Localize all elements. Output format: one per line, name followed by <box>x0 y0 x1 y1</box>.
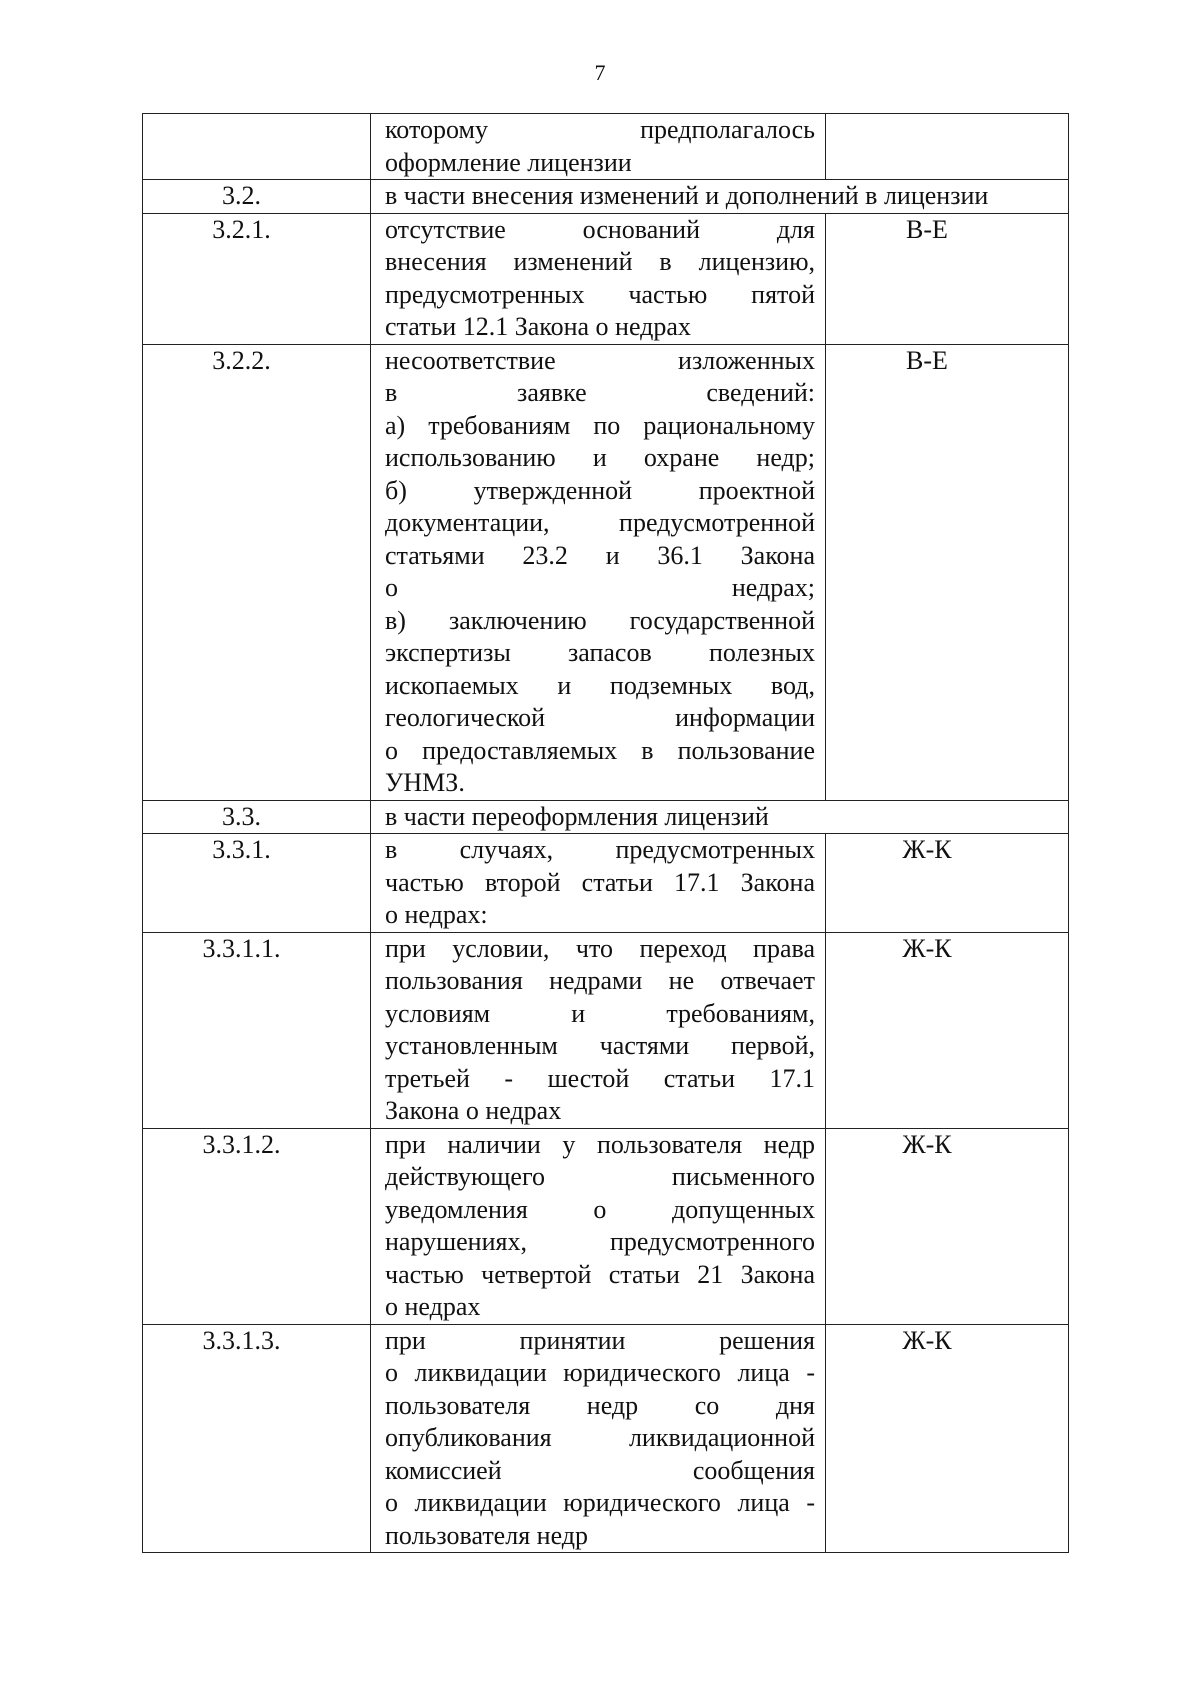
description-line: статьи 12.1 Закона о недрах <box>385 312 691 341</box>
table-row <box>143 1128 1069 1324</box>
item-number: 3.3.1.2. <box>143 1128 371 1324</box>
description-line: уведомления о допущенных <box>385 1194 815 1224</box>
table-row <box>143 932 1069 1128</box>
description-line: опубликования ликвидационной <box>385 1423 815 1452</box>
description-line: при наличии у пользователя недр <box>385 1129 815 1159</box>
ground-description <box>371 213 826 344</box>
item-number: 3.3. <box>143 800 371 834</box>
description-line: в) заключению государственной <box>385 605 815 635</box>
description-line: о недрах; <box>385 573 815 602</box>
table-row <box>143 114 1069 180</box>
description-line: в случаях, предусмотренных <box>385 835 815 864</box>
ground-description <box>371 932 826 1128</box>
description-line: пользования недрами не отвечает <box>385 966 815 995</box>
description-line: частью второй статьи 17.1 Закона <box>385 867 815 897</box>
table-row <box>143 1324 1069 1553</box>
measure-code: В-Е <box>826 213 1069 344</box>
ground-description <box>371 344 826 800</box>
ground-description <box>371 114 826 180</box>
description-line: предусмотренных частью пятой <box>385 279 815 309</box>
description-line: использованию и охране недр; <box>385 443 815 472</box>
measure-code: Ж-К <box>826 1128 1069 1324</box>
description-line: действующего письменного <box>385 1162 815 1191</box>
table-row <box>143 344 1069 800</box>
measure-code: Ж-К <box>826 932 1069 1128</box>
description-line: экспертизы запасов полезных <box>385 638 815 667</box>
description-line: условиям и требованиям, <box>385 998 815 1028</box>
item-number: 3.3.1. <box>143 834 371 933</box>
page-number: 7 <box>594 60 606 85</box>
item-number: 3.3.1.3. <box>143 1324 371 1553</box>
description-line: нарушениях, предусмотренного <box>385 1227 815 1256</box>
description-line: внесения изменений в лицензию, <box>385 247 815 276</box>
description-line: документации, предусмотренной <box>385 508 815 537</box>
description-line: в заявке сведений: <box>385 378 815 407</box>
description-line: ископаемых и подземных вод, <box>385 670 815 700</box>
description-line: геологической информации <box>385 703 815 732</box>
description-line: б) утвержденной проектной <box>385 475 815 505</box>
description-line: УНМЗ. <box>385 768 465 797</box>
description-line: при принятии решения <box>385 1325 815 1355</box>
description-line: пользователя недр <box>385 1520 588 1550</box>
description-line: о ликвидации юридического лица - <box>385 1358 815 1387</box>
grounds-table <box>142 113 1069 1553</box>
description-line: Закона о недрах <box>385 1096 562 1125</box>
description-line: а) требованиям по рациональному <box>385 410 815 440</box>
description-line: которому предполагалось <box>385 115 815 144</box>
description-line: установленным частями первой, <box>385 1031 815 1060</box>
item-number: 3.2.2. <box>143 344 371 800</box>
description-line: третьей - шестой статьи 17.1 <box>385 1063 815 1093</box>
description-line: несоответствие изложенных <box>385 345 815 375</box>
item-number: 3.2.1. <box>143 213 371 344</box>
measure-code: Ж-К <box>826 834 1069 933</box>
table-row <box>143 213 1069 344</box>
description-line: частью четвертой статьи 21 Закона <box>385 1259 815 1289</box>
measure-code <box>826 114 1069 180</box>
section-heading: в части переоформления лицензий <box>371 800 1069 834</box>
description-line: о недрах <box>385 1292 481 1321</box>
measure-code: Ж-К <box>826 1324 1069 1553</box>
description-line: пользователя недр со дня <box>385 1390 815 1420</box>
table-section-row <box>143 800 1069 834</box>
item-number: 3.3.1.1. <box>143 932 371 1128</box>
description-line: комиссией сообщения <box>385 1455 815 1485</box>
description-line: отсутствие оснований для <box>385 214 815 244</box>
ground-description <box>371 834 826 933</box>
description-line: при условии, что переход права <box>385 933 815 963</box>
table-row <box>143 834 1069 933</box>
item-number: 3.2. <box>143 180 371 214</box>
section-heading: в части внесения изменений и дополнений в лицензии <box>371 180 1069 214</box>
description-line: о ликвидации юридического лица - <box>385 1488 815 1517</box>
description-line: о недрах: <box>385 900 488 929</box>
table-section-row <box>143 180 1069 214</box>
description-line: о предоставляемых в пользование <box>385 735 815 765</box>
description-line: статьями 23.2 и 36.1 Закона <box>385 540 815 570</box>
item-number <box>143 114 371 180</box>
ground-description <box>371 1324 826 1553</box>
ground-description <box>371 1128 826 1324</box>
description-line: оформление лицензии <box>385 147 632 177</box>
measure-code: В-Е <box>826 344 1069 800</box>
